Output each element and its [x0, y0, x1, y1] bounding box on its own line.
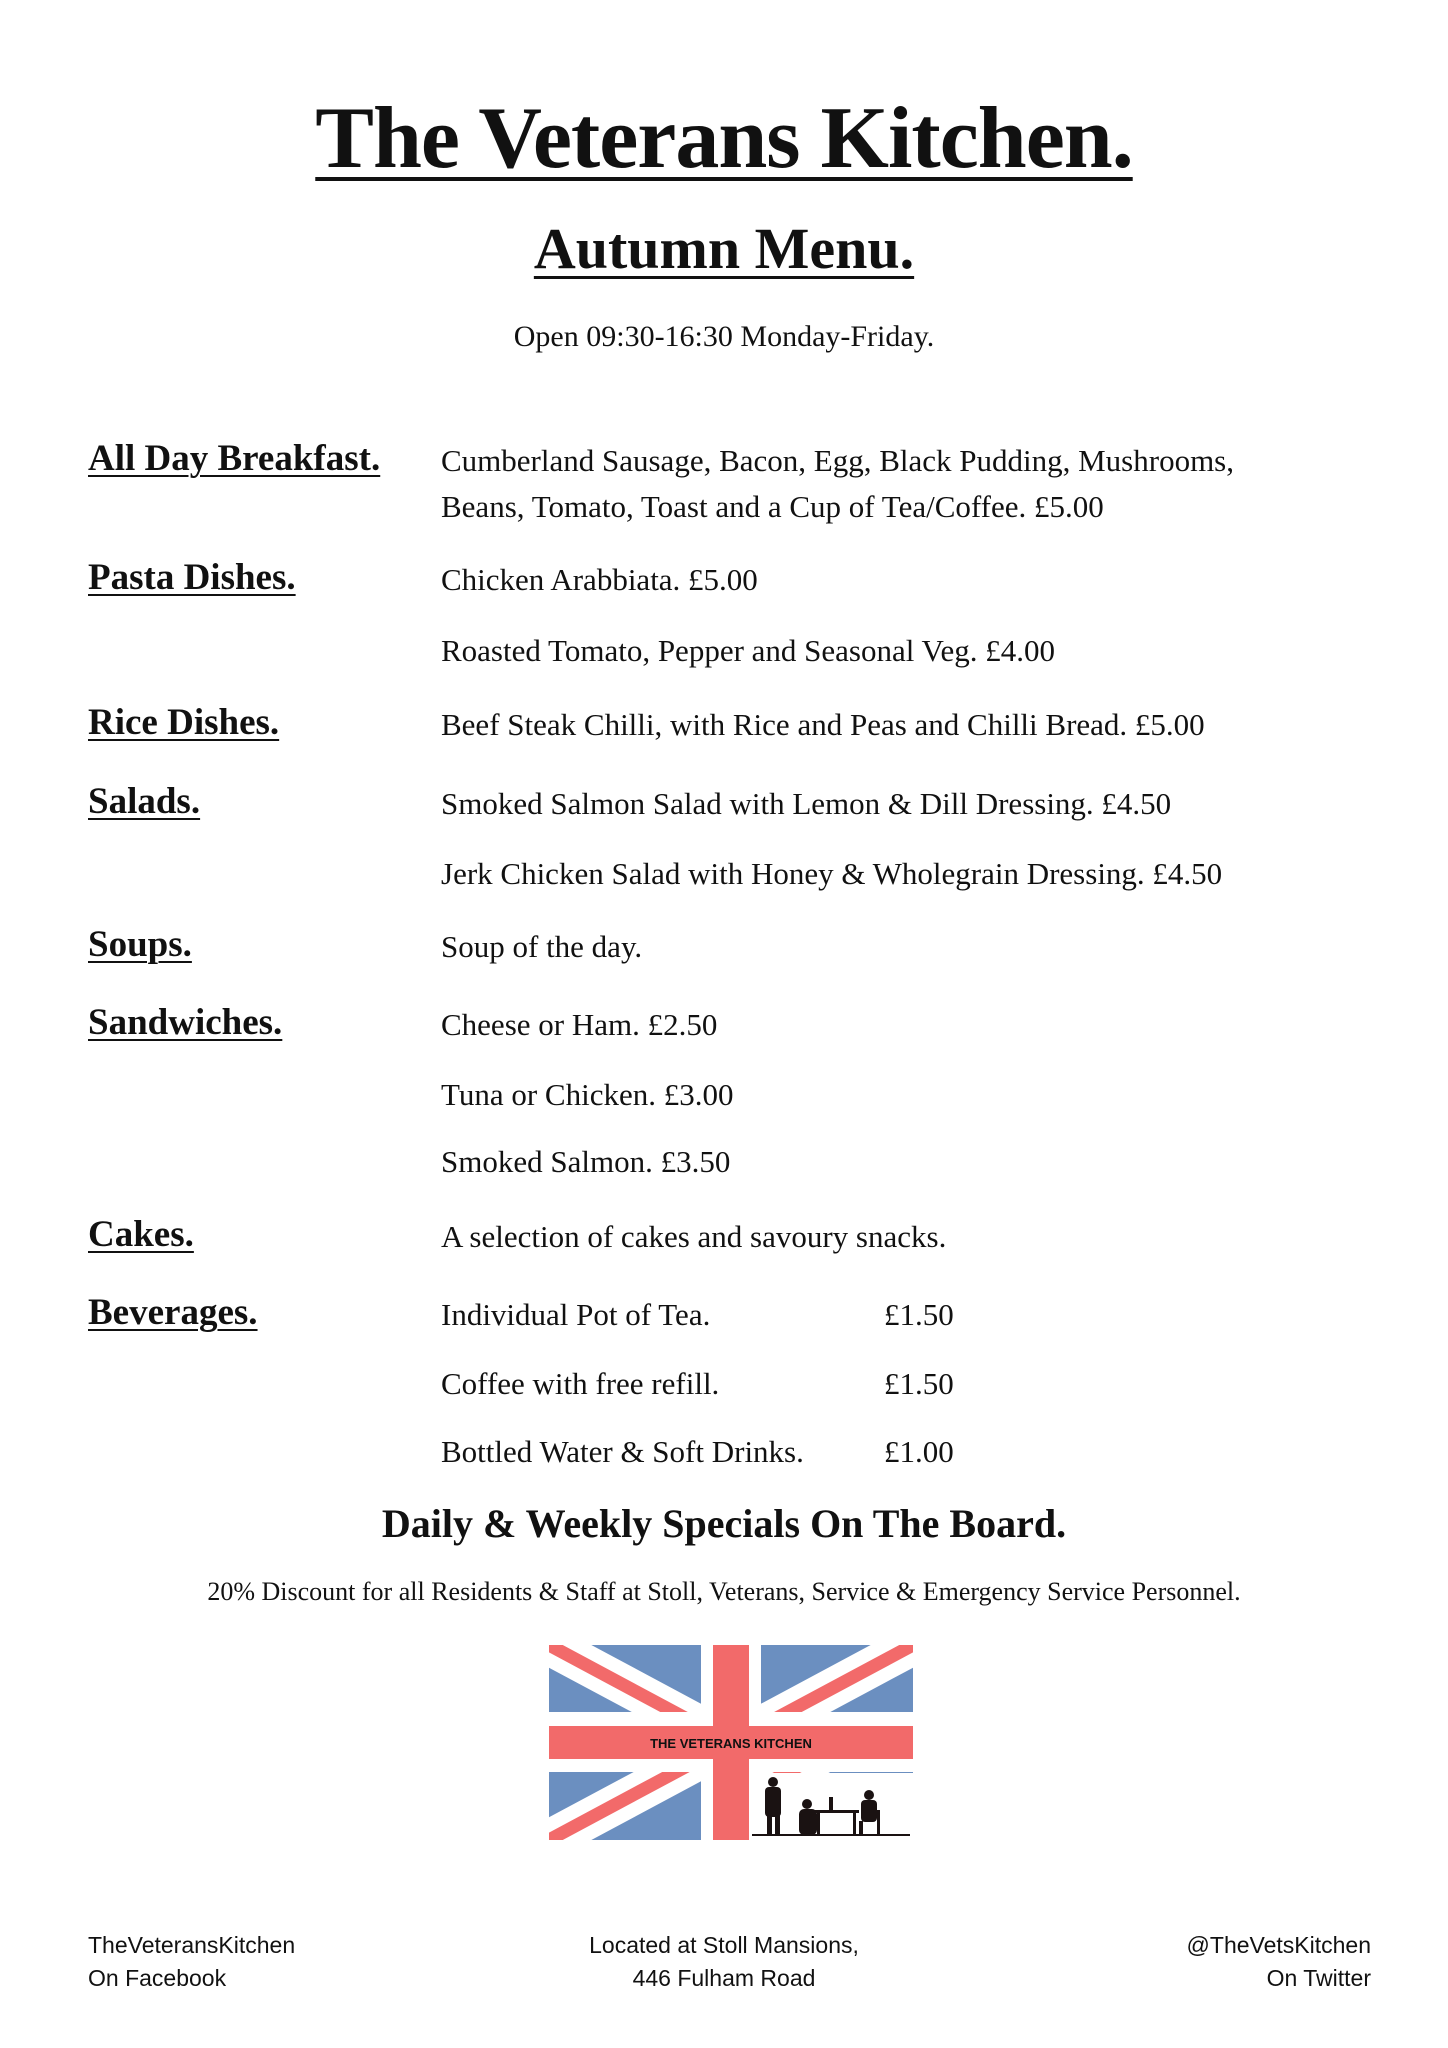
menu-subtitle: Autumn Menu.: [533, 216, 915, 281]
beverage-price: £1.50: [884, 1366, 954, 1401]
beverage-name: Bottled Water & Soft Drinks.: [441, 1434, 804, 1469]
address-line-2: 446 Fulham Road: [632, 1965, 816, 1991]
menu-item: Chicken Arabbiata. £5.00: [441, 562, 758, 597]
twitter-label: On Twitter: [1266, 1965, 1371, 1991]
opening-hours: Open 09:30-16:30 Monday-Friday.: [513, 320, 935, 353]
menu-item: Soup of the day.: [441, 929, 643, 964]
page-title: The Veterans Kitchen.: [315, 90, 1133, 187]
menu-item: Beans, Tomato, Toast and a Cup of Tea/Coffee. £5.00: [441, 489, 1104, 524]
menu-item: Roasted Tomato, Pepper and Seasonal Veg. £4.00: [441, 633, 1056, 668]
menu-item: Smoked Salmon. £3.50: [441, 1144, 731, 1179]
heading-beverages: Beverages.: [88, 1292, 258, 1333]
menu-item: A selection of cakes and savoury snacks.: [441, 1219, 947, 1254]
heading-pasta: Pasta Dishes.: [88, 557, 296, 598]
facebook-label: On Facebook: [88, 1965, 227, 1991]
menu-item: Jerk Chicken Salad with Honey & Wholegrain Dressing. £4.50: [441, 856, 1223, 891]
beverage-name: Individual Pot of Tea.: [441, 1297, 711, 1332]
heading-soups: Soups.: [88, 924, 192, 965]
footer-twitter: [1187, 1929, 1371, 1995]
specials-note: Daily & Weekly Specials On The Board.: [381, 1501, 1067, 1546]
menu-item: Tuna or Chicken. £3.00: [441, 1077, 734, 1112]
beverage-price: £1.50: [884, 1297, 954, 1332]
heading-sandwiches: Sandwiches.: [88, 1002, 283, 1043]
logo-text: THE VETERANS KITCHEN: [650, 1736, 812, 1751]
heading-breakfast: All Day Breakfast.: [88, 438, 381, 479]
facebook-handle: TheVeteransKitchen: [88, 1932, 296, 1958]
heading-rice: Rice Dishes.: [88, 702, 280, 743]
discount-note: 20% Discount for all Residents & Staff at Stoll, Veterans, Service & Emergency Service Personnel.: [207, 1577, 1241, 1606]
menu-item: Beef Steak Chilli, with Rice and Peas and Chilli Bread. £5.00: [441, 707, 1205, 742]
heading-cakes: Cakes.: [88, 1214, 194, 1255]
twitter-handle: @TheVetsKitchen: [1186, 1932, 1371, 1958]
union-flag-logo: [549, 1645, 913, 1840]
beverage-name: Coffee with free refill.: [441, 1366, 720, 1401]
menu-item: Cheese or Ham. £2.50: [441, 1007, 718, 1042]
heading-salads: Salads.: [88, 781, 201, 822]
menu-item: Smoked Salmon Salad with Lemon & Dill Dressing. £4.50: [441, 786, 1172, 821]
address-line-1: Located at Stoll Mansions,: [589, 1932, 859, 1958]
menu-item: Cumberland Sausage, Bacon, Egg, Black Pudding, Mushrooms,: [441, 443, 1234, 478]
beverage-price: £1.00: [884, 1434, 954, 1469]
